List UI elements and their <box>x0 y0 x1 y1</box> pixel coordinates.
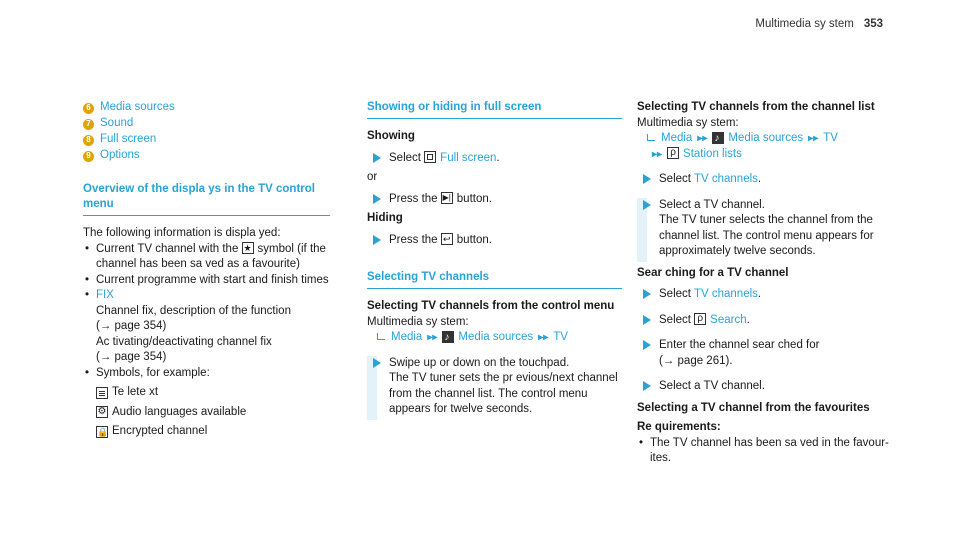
step-arrow-icon <box>373 358 381 368</box>
step-arrow-icon <box>373 153 381 163</box>
bullet-list <box>637 436 897 467</box>
step-arrow-icon <box>643 289 651 299</box>
search-icon: ρ <box>694 313 706 325</box>
chevron-right-icon: ▸▸ <box>652 148 663 160</box>
chevron-right-icon: ▸▸ <box>808 133 819 144</box>
subheading: Sear ching for a TV channel <box>637 266 789 279</box>
system-label: Multimedia sy stem: <box>637 116 739 129</box>
menu-path: ▸▸ ρ Station lists <box>652 147 742 160</box>
back-icon: ↩ <box>441 233 453 245</box>
subheading: Hiding <box>367 212 403 224</box>
section-heading: Selecting TV channels <box>367 270 622 289</box>
or-text: or <box>367 171 378 183</box>
path-start-icon <box>377 333 385 340</box>
step-arrow-icon <box>643 315 651 325</box>
step: Select TV channels. <box>637 287 897 303</box>
step: Select ρ Search. <box>637 313 897 329</box>
step-arrow-icon <box>643 381 651 391</box>
list-item: • Current programme with start and finish times <box>83 273 330 289</box>
tv-channels-link[interactable]: TV channels <box>693 288 758 300</box>
section-heading: Overview of the displa ys in the TV control menu <box>83 182 330 216</box>
menu-path: Media ▸▸♪ Media sources ▸▸ TV <box>367 330 622 346</box>
page-header <box>755 18 883 30</box>
subheading: Selecting TV channels from the channel list <box>637 101 875 113</box>
chevron-right-icon: ▸▸ <box>697 133 708 144</box>
audio-languages-icon: ⚙ <box>97 406 107 418</box>
full-screen-icon <box>424 151 436 163</box>
step-arrow-icon <box>643 174 651 184</box>
step: Select Full screen. <box>367 151 622 167</box>
path-start-icon <box>647 134 655 141</box>
fix-link[interactable]: FIX <box>96 289 114 301</box>
list-item: • FIX Channel fix, description of the function (→ page 354) Ac tivating/deactivating channel fix (→ page 354) <box>83 288 330 366</box>
list-item <box>83 116 330 132</box>
subheading: Selecting a TV channel from the favourites <box>637 401 870 414</box>
step: Swipe up or down on the touchpad. The TV tuner sets the pr evious/next channel from the channel list. The control menu appears for twelve seconds. <box>367 356 622 418</box>
column-2 <box>367 100 622 418</box>
intro-text: The following information is displa yed: <box>83 227 281 239</box>
symbol-row: ⚙ Audio languages available <box>97 405 247 418</box>
requirements-label: Re quirements: <box>637 421 721 433</box>
skip-forward-icon: ▶| <box>442 193 451 203</box>
list-item-label[interactable]: Media sources <box>100 101 175 114</box>
subheading: Selecting TV channels from the control menu <box>367 300 615 312</box>
step: Select a TV channel. <box>637 379 897 395</box>
system-label: Multimedia sy stem: <box>367 315 469 328</box>
step-arrow-icon <box>643 340 651 350</box>
symbol-row: Te lete xt <box>83 385 330 401</box>
list-item: • Symbols, for example: <box>83 366 330 382</box>
tv-channels-link[interactable]: TV channels <box>693 173 758 185</box>
symbol-row: 🔒 Encrypted channel <box>97 425 208 437</box>
column-1 <box>83 100 330 440</box>
number-badge: 8 <box>83 135 94 146</box>
star-icon: ★ <box>243 243 252 254</box>
page-number: 353 <box>863 18 883 30</box>
number-badge: 9 <box>83 151 94 162</box>
step-arrow-icon <box>643 200 651 210</box>
step: Select a TV channel. The TV tuner selects the channel from the channel list. The control menu appears for approximately twelve seconds. <box>637 198 897 260</box>
search-icon: ρ <box>667 147 679 159</box>
lock-icon: 🔒 <box>97 426 109 437</box>
list-item-label[interactable]: Options <box>100 149 140 162</box>
step-arrow-icon <box>373 194 381 204</box>
number-badge: 6 <box>83 103 94 114</box>
list-item <box>83 100 330 116</box>
media-sources-icon <box>712 132 724 144</box>
list-item-label[interactable]: Full screen <box>100 133 157 146</box>
search-link[interactable]: Search <box>710 313 747 326</box>
step: Enter the channel sear ched for (→ page 261). <box>637 338 897 369</box>
subheading: Showing <box>367 130 415 142</box>
number-badge: 7 <box>83 119 94 130</box>
list-item-label[interactable]: Sound <box>100 117 134 130</box>
list-item <box>83 148 330 164</box>
step: Select TV channels. <box>637 172 897 188</box>
header-section: Multimedia sy stem <box>755 18 854 30</box>
chevron-right-icon: ▸▸ <box>538 332 549 343</box>
teletext-icon <box>96 387 108 399</box>
chevron-right-icon: ▸▸ <box>427 332 438 343</box>
media-sources-icon <box>442 331 454 343</box>
full-screen-link[interactable]: Full screen <box>440 151 497 164</box>
column-3 <box>637 100 897 467</box>
list-item: • The TV channel has been sa ved in the favour‐ ites. <box>637 436 897 467</box>
bullet-list <box>83 242 330 382</box>
step: Press the ▶| button. <box>367 192 622 208</box>
section-heading: Showing or hiding in full screen <box>367 100 622 119</box>
numbered-list <box>83 100 330 164</box>
list-item <box>83 132 330 148</box>
step-arrow-icon <box>373 235 381 245</box>
step: Press the ↩ button. <box>367 233 622 249</box>
menu-path: Media ▸▸♪ Media sources ▸▸ TV <box>637 131 897 147</box>
list-item: • Current TV channel with the ★ symbol (if the channel has been sa ved as a favourite) <box>83 242 330 273</box>
